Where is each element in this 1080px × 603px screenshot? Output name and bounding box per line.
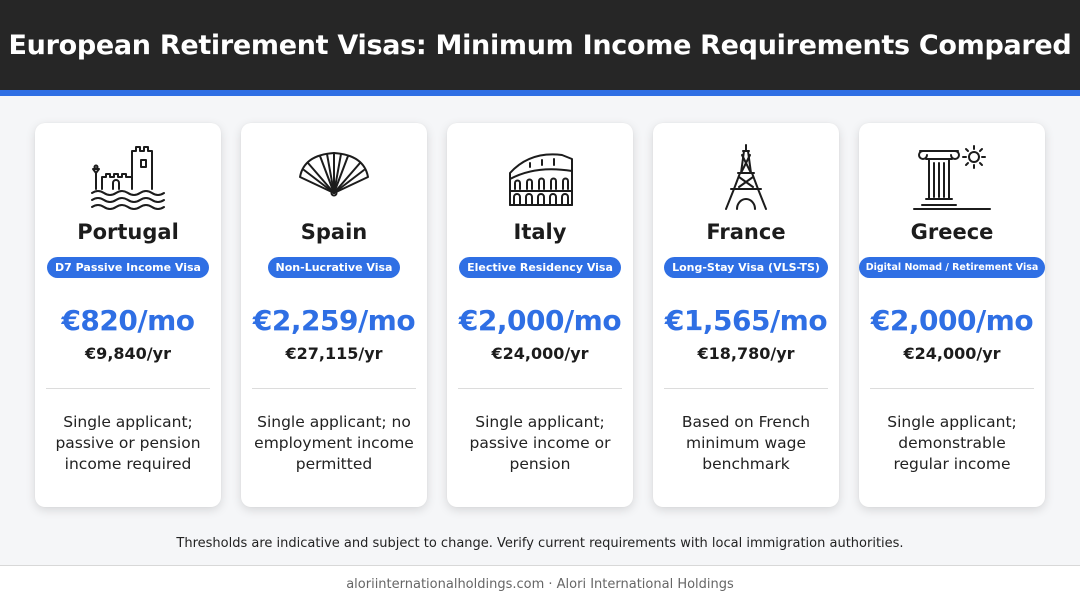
monthly-income: €820/mo: [61, 304, 195, 337]
monthly-income: €2,259/mo: [252, 304, 416, 337]
divider: [664, 388, 828, 389]
colosseum-icon: [447, 143, 633, 211]
card-italy: [447, 123, 633, 507]
divider: [870, 388, 1034, 389]
yearly-income: €27,115/yr: [285, 344, 383, 363]
fan-icon: [241, 143, 427, 211]
requirement-description: Single applicant; passive income or pension: [469, 413, 611, 473]
requirement-description: Single applicant; demonstrable regular income: [887, 413, 1017, 473]
country-name: Greece: [910, 220, 994, 244]
page-title: European Retirement Visas: Minimum Income Requirements Compared: [8, 29, 1072, 61]
card-greece: [859, 123, 1045, 507]
card-france: [653, 123, 839, 507]
visa-badge: Elective Residency Visa: [459, 257, 621, 278]
yearly-income: €9,840/yr: [85, 344, 171, 363]
country-name: France: [706, 220, 786, 244]
requirement-description: Based on French minimum wage benchmark: [681, 413, 811, 473]
monthly-income: €1,565/mo: [664, 304, 828, 337]
header-bar: [0, 0, 1080, 90]
requirement-description: Single applicant; no employment income permitted: [254, 413, 414, 473]
requirement-description: Single applicant; passive or pension income required: [55, 413, 201, 473]
visa-badge: Non-Lucrative Visa: [268, 257, 401, 278]
visa-badge: Long-Stay Visa (VLS-TS): [664, 257, 828, 278]
country-name: Spain: [300, 220, 368, 244]
divider: [458, 388, 622, 389]
monthly-income: €2,000/mo: [458, 304, 622, 337]
visa-badge: D7 Passive Income Visa: [47, 257, 209, 278]
column-sun-icon: [859, 143, 1045, 211]
divider: [252, 388, 416, 389]
yearly-income: €24,000/yr: [903, 344, 1001, 363]
yearly-income: €24,000/yr: [491, 344, 589, 363]
eiffel-tower-icon: [653, 143, 839, 211]
card-portugal: [35, 123, 221, 507]
yearly-income: €18,780/yr: [697, 344, 795, 363]
footer-divider: [0, 565, 1080, 566]
monthly-income: €2,000/mo: [870, 304, 1034, 337]
country-name: Portugal: [77, 220, 179, 244]
footer-credit: aloriinternationalholdings.com · Alori International Holdings: [346, 577, 734, 592]
divider: [46, 388, 210, 389]
country-name: Italy: [513, 220, 567, 244]
castle-icon: [35, 143, 221, 211]
card-spain: [241, 123, 427, 507]
visa-badge: Digital Nomad / Retirement Visa: [859, 257, 1046, 278]
disclaimer-footnote: Thresholds are indicative and subject to change. Verify current requirements with local immigration authorities.: [176, 536, 904, 551]
